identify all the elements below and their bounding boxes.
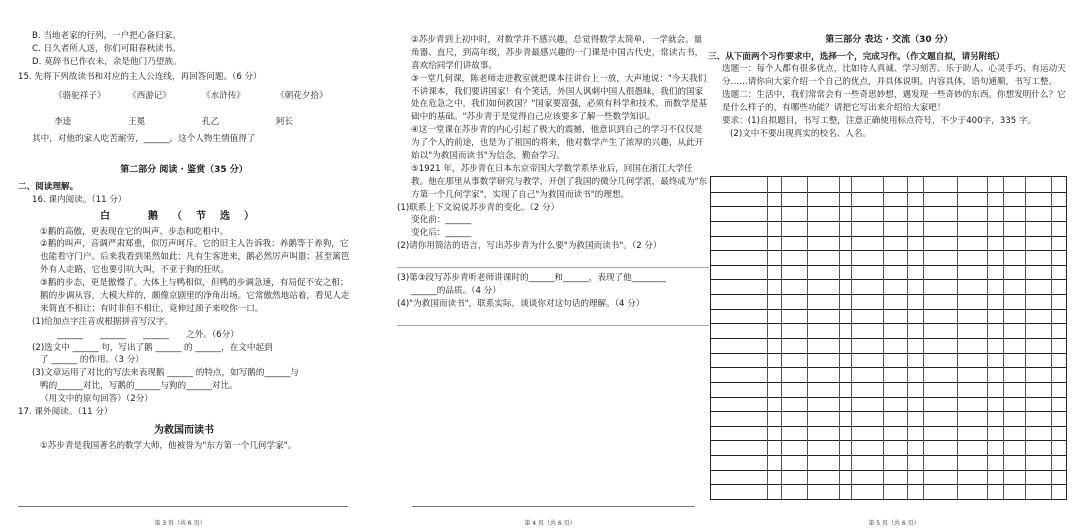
sub-question-1: (1)给加点字注音或根据拼音写汉字。	[32, 316, 174, 327]
grid-row-line	[711, 265, 1066, 266]
grid-row-line	[711, 250, 1066, 251]
sub-question-2: (2)请你用简洁的语言，写出苏步青为什么要"为救国而读书"。（2 分）	[397, 241, 662, 252]
question-15-end: 其中，对他的家人吃苦耐劳，______，这个人物生情值得了	[32, 134, 256, 145]
person-item: 孔乙	[202, 117, 220, 128]
question-16: 16. 课内阅读。（11 分）	[32, 194, 127, 205]
passage-paragraph: ①鹅的高傲，更表现在它的叫声、步态和吃相中。	[40, 226, 229, 237]
grid-row-line	[711, 367, 1066, 368]
grid-row-line	[711, 397, 1066, 398]
grid-column-line	[1025, 177, 1026, 499]
grid-row-line	[711, 294, 1066, 295]
essay-option-2: 选题二：生活中，我们常常会有一些奇思妙想，遇发现一些奇妙的东西。你想发明什么？它是什么样子的，有哪些功能？请把它写出来介绍给大家吧！	[722, 90, 1066, 114]
option-b: B. 当地老家的行列，一户把心备归家。	[32, 31, 181, 41]
grid-row-line	[711, 411, 1066, 412]
essay-grid[interactable]	[710, 176, 1067, 500]
people-list	[18, 116, 350, 129]
sub-question-3c: （用文中的原句回答）（2分）	[40, 394, 153, 405]
grid-column-line	[907, 177, 908, 499]
essay-option-1: 选题一：每个人都有很多优点，比如待人真诚、学习刻苦、乐于助人、心灵手巧、有运动天分……请你向大家介绍一个自己的优点，并具体说明。内容具体，语句通顺，书写工整。	[722, 64, 1066, 88]
passage2-first-line: ①苏步青是我国著名的数学大师，他被誉为"东方第一个几何学家"。	[40, 440, 297, 451]
grid-row-line	[711, 236, 1066, 237]
essay-requirements: 要求：(1)自拟题目，书写工整，注意正确使用标点符号，不少于400字，335 字。	[722, 115, 1037, 126]
person-item: 阿长	[276, 117, 294, 128]
passage-paragraph: ②苏步青到上初中时，对数学并不感兴趣，总觉得数学太简单，一学就会。量角器、直尺，到高年级，苏步青最感兴趣的一门课是中国古代史，常读古书，喜欢给同学们讲故事。	[411, 35, 704, 71]
grid-row-line	[711, 353, 1066, 354]
option-c: C. 日久者所人送，你们可阳春秋读书。	[32, 43, 181, 54]
grid-column-line	[987, 177, 988, 499]
book-item: 《朝花夕拾》	[276, 90, 328, 101]
grid-row-line	[711, 221, 1066, 222]
grid-column-line	[883, 177, 884, 499]
grid-row-line	[711, 323, 1066, 324]
grid-row-line	[711, 440, 1066, 441]
option-d: D. 莫辞书已作衣未，余是他门乃望族。	[32, 56, 182, 67]
grid-row-line	[711, 279, 1066, 280]
passage-title: 白 鹅（节选）	[100, 210, 268, 222]
exam-page-middle	[385, 0, 715, 532]
person-item: 李逵	[54, 117, 72, 128]
grid-row-line	[711, 470, 1066, 471]
question-15: 15. 先将下列故读书和对应的主人公连线，再回答问题。（6 分）	[18, 71, 262, 82]
sub-question-1: (1)联系上下文说说苏步青的变化。（2 分）	[397, 202, 560, 213]
question-17: 17. 课外阅读。（11 分）	[18, 406, 113, 417]
grid-column-line	[923, 177, 924, 499]
sub-question-3b: ______的品质。（4 分）	[411, 286, 501, 297]
grid-column-line	[851, 177, 852, 499]
grid-column-line	[839, 177, 840, 499]
section-title: 三、从下面两个习作要求中，选择一个，完成习作。（作文题自拟，请另附纸）	[708, 51, 1005, 62]
part2-title: 第二部分 阅读 · 鉴赏（35 分）	[120, 165, 248, 176]
grid-row-line	[711, 338, 1066, 339]
grid-column-line	[767, 177, 768, 499]
passage-paragraph: ⑤1921 年，苏步青在日本东京帝国大学数学系毕业后，回国在浙江大学任教。他在那里从事数学研究与教学，开创了我国的微分几何学派，最终成为"东方第一个几何学家"，实现了自己"为救国而读书"的理想。	[411, 163, 708, 200]
passage-paragraph: ②鹅的叫声，音调严肃郑重，似厉声呵斥。它的旧主人告诉我：养鹅等于养狗，它也能看守门户。后来我看到果然如此：凡有生客进来，鹅必然厉声叫嚣；甚至篱笆外有人走路，它也要引吭大叫，不亚于狗的狂吠。	[40, 239, 350, 276]
grid-row-line	[711, 206, 1066, 207]
grid-column-line	[1051, 177, 1052, 499]
book-list	[18, 90, 350, 103]
sub-question-3: (3)第③段写苏步青听老师讲课时的______和______，表现了他________	[397, 273, 667, 284]
book-item: 《水浒传》	[202, 90, 245, 101]
grid-row-line	[711, 192, 1066, 193]
passage-paragraph: ③鹅的步态，更是傲慢了。大体上与鸭相似，但鸭的步调急速，有局促不安之相；鹅的步调从容，大模大样的，颇像京剧里的净角出场。它常傲然地站着，看见人走来简直不相让；有时非但不相让，竟伸过颈子来咬你一口。	[40, 278, 350, 314]
footer-rule	[18, 506, 348, 507]
sub-question-4: (4)"为救国而读书"，联系实际，谈谈你对这句话的理解。（4 分）	[397, 298, 645, 309]
answer-before: 变化前：______	[411, 215, 472, 226]
section-title: 二、阅读理解。	[18, 181, 79, 192]
grid-row-line	[711, 484, 1066, 485]
passage-paragraph: ③一堂几何课，陈老师走进教室就把课本往讲台上一放，大声地说："今天我们不讲课本，我们要讲国家！有个笑话，外国人讽刺中国人很愚昧，我们的国家处在危急之中，我们如何救国？"国家要富强，必须有科学和技术，而数学是基础中的基础。"苏步青于是觉得自己应该要多了解一些数学知识。	[411, 73, 708, 123]
grid-row-line	[711, 426, 1066, 427]
exam-page-left	[0, 0, 360, 532]
grid-column-line	[807, 177, 808, 499]
sub-question-3b: 鸭的______对比，写鹅的______与狗的______对比。	[40, 381, 238, 392]
part3-title: 第三部分 表达 · 交流（30 分）	[825, 35, 953, 45]
book-item: 《骆驼祥子》	[54, 90, 106, 101]
page-footer: 第 5 页（共 6 页）	[868, 520, 920, 527]
grid-column-line	[957, 177, 958, 499]
sub-question-1b: ______ ______ ______ 之外。（6分）	[40, 329, 239, 340]
sub-question-3: (3)文章运用了对比的写法来表现鹅 ______ 的特点，如写鹅的______与	[32, 368, 299, 379]
grid-row-line	[711, 309, 1066, 310]
answer-after: 变化后：______	[411, 228, 472, 239]
grid-column-line	[1003, 177, 1004, 499]
grid-row-line	[711, 382, 1066, 383]
passage-paragraph: ④这一堂课在苏步青的内心引起了极大的震撼，他意识到自己的学习不仅仅是为了个人的前途，也是为了祖国的将来，他对数学产生了浓厚的兴趣，从此开始以"为救国而读书"为信念，勤奋学习。	[411, 125, 704, 162]
answer-line[interactable]	[397, 257, 709, 268]
page-footer: 第 4 页（共 6 页）	[524, 520, 576, 527]
footer-rule	[412, 506, 695, 507]
essay-requirements-2: (2)文中不要出现真实的校名、人名。	[730, 128, 872, 139]
passage2-title: 为救国而读书	[154, 424, 214, 436]
person-item: 王冕	[128, 117, 146, 128]
sub-question-2: (2)选文中 ______ 句，写出了鹅 ______ 的 ______，在文中起到	[32, 342, 273, 353]
answer-line[interactable]	[397, 315, 709, 326]
grid-row-line	[711, 455, 1066, 456]
grid-column-line	[781, 177, 782, 499]
book-item: 《西游记》	[128, 90, 171, 101]
page-footer: 第 3 页（共 6 页）	[154, 520, 206, 527]
sub-question-2b: 了 ______ 的作用。（3 分）	[40, 355, 144, 366]
